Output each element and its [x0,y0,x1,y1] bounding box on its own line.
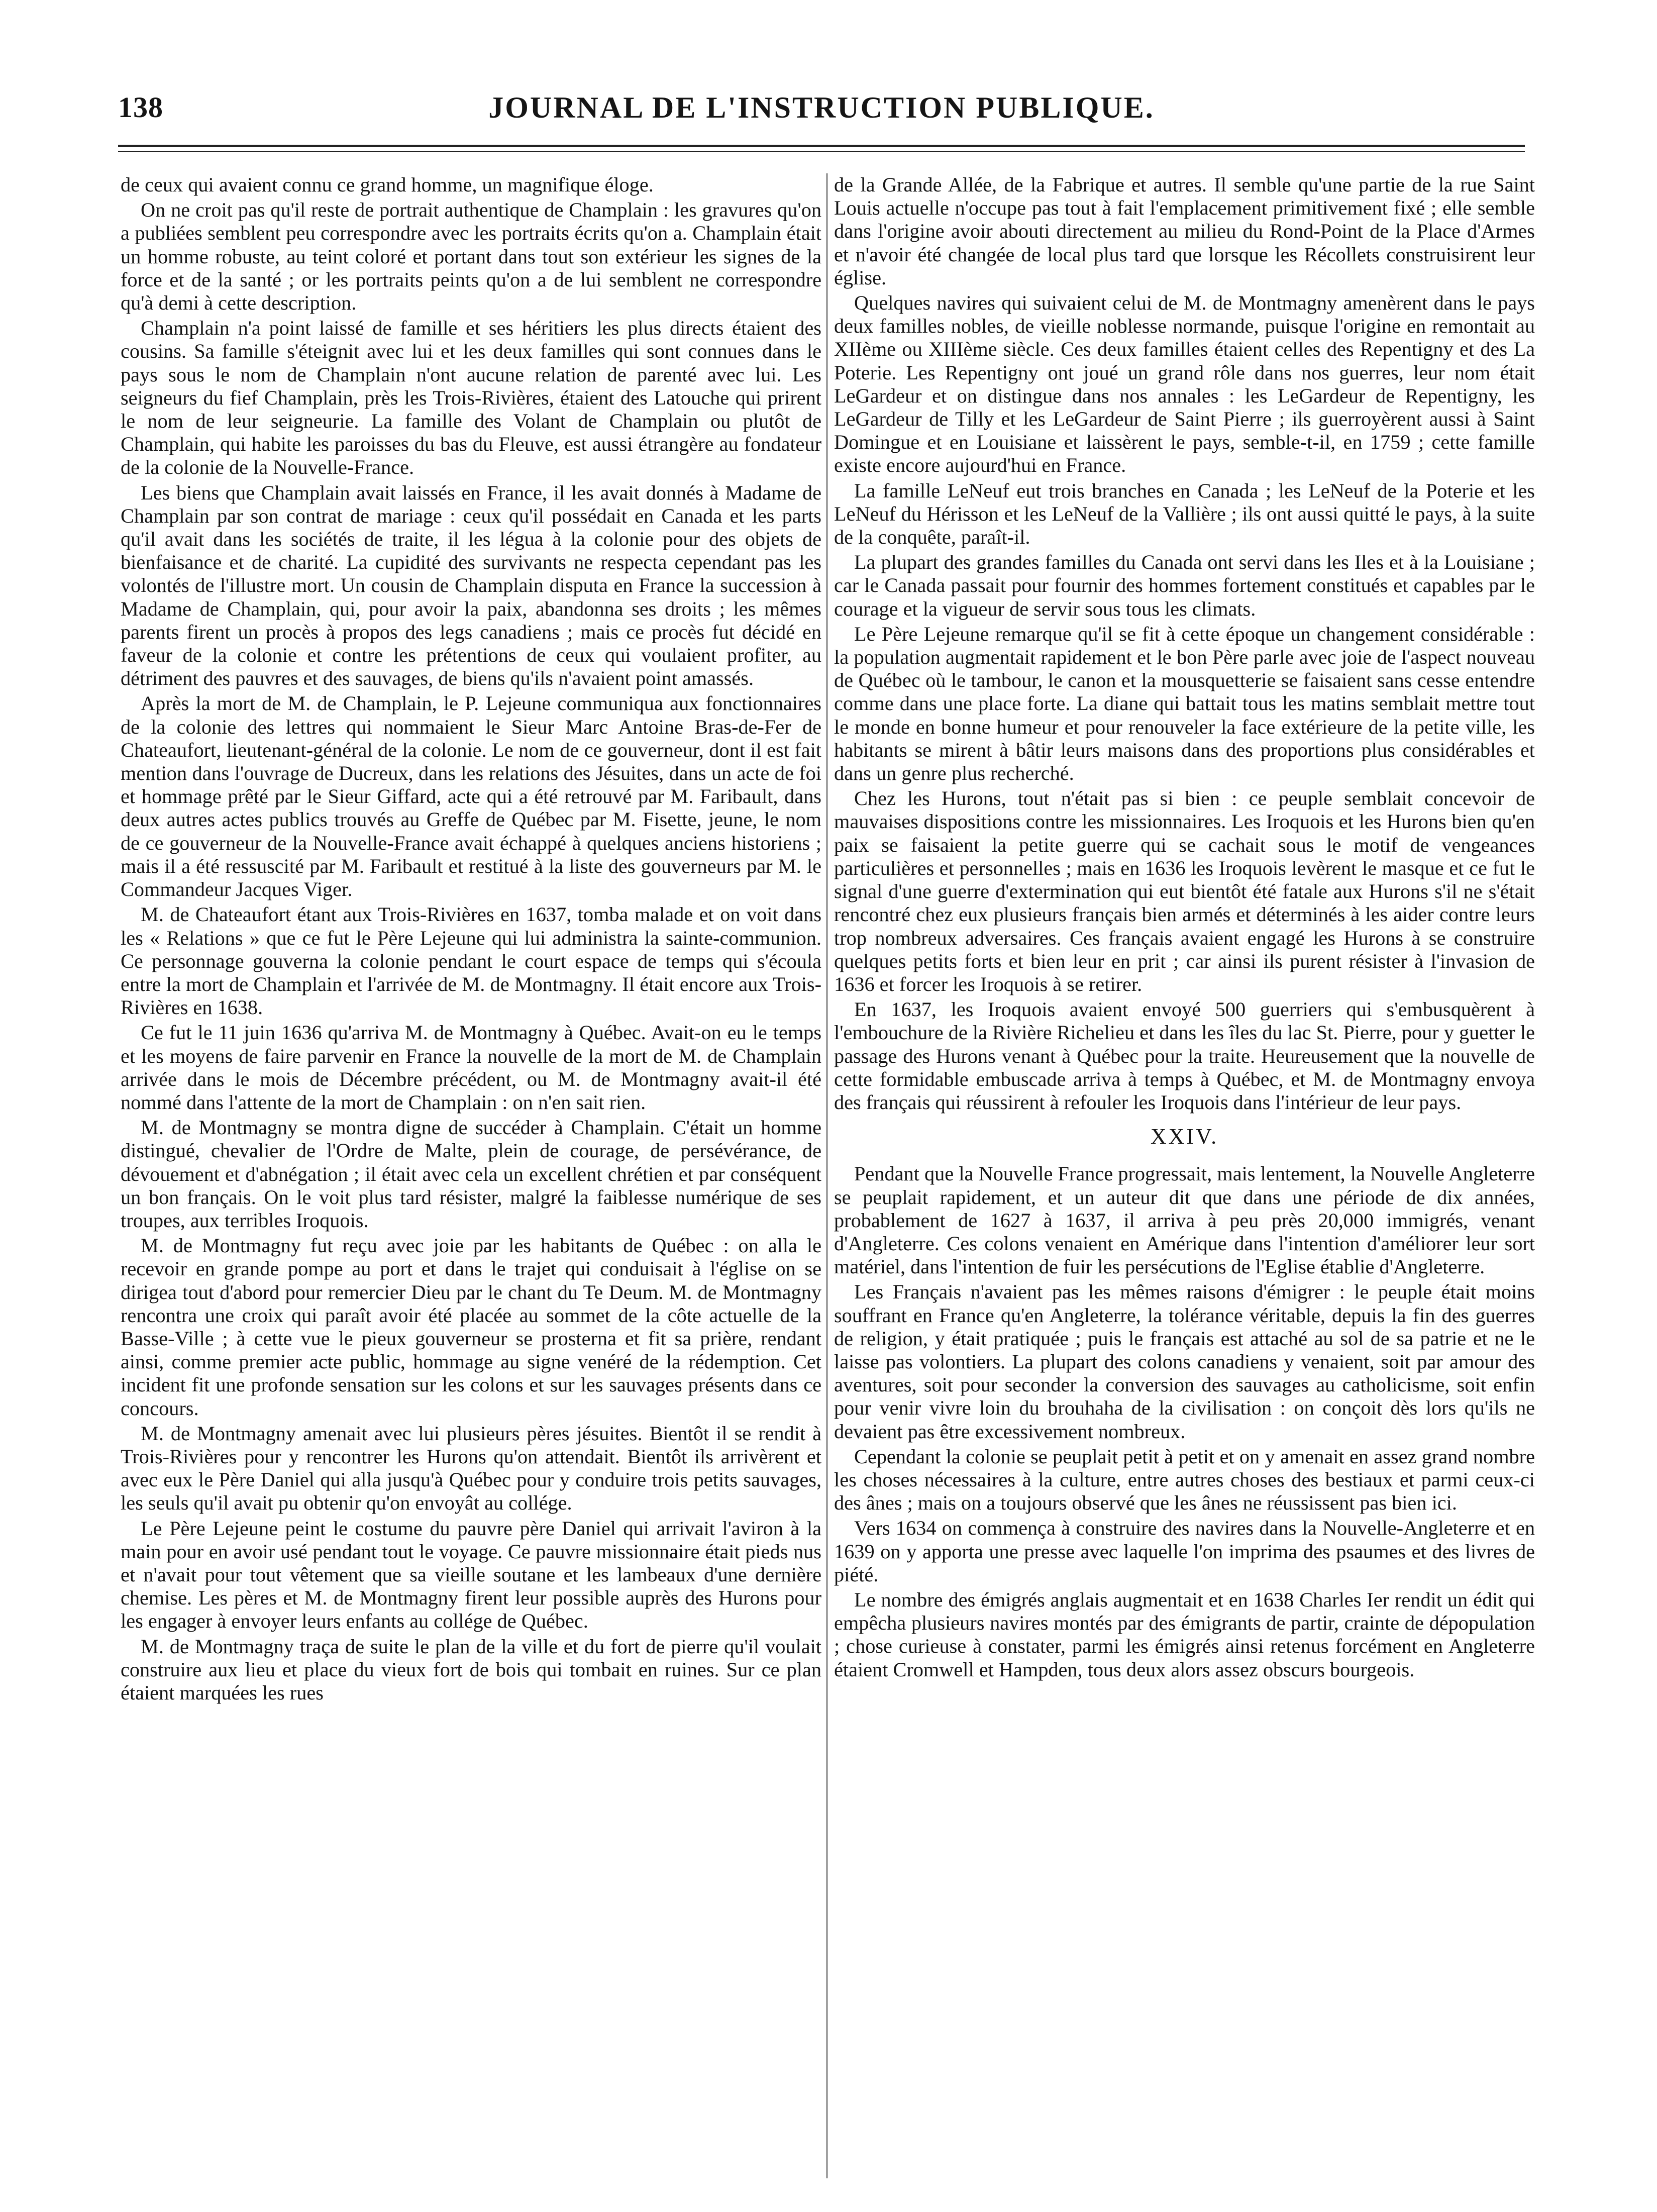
paragraph: Ce fut le 11 juin 1636 qu'arriva M. de Montmagny à Québec. Avait-on eu le temps et les moyens de faire parvenir en France la nouvelle de la mort de M. de Champlain arrivée dans le mois de Décembre précédent, ou M. de Montmagny avait-il été nommé dans l'attente de la mort de Champlain : on n'en sait rien. [121,1021,821,1114]
paragraph: Pendant que la Nouvelle France progressait, mais lentement, la Nouvelle Angleterre se peuplait rapidement, et un auteur dit que dans une période de dix années, probablement de 1627 à 1637, il arriva à peu près 20,000 immigrés, venant d'Angleterre. Ces colons venaient en Amérique dans l'intention d'améliorer leur sort matériel, dans l'intention de fuir les persécutions de l'Eglise établie d'Angleterre. [834,1162,1535,1278]
paragraph: En 1637, les Iroquois avaient envoyé 500 guerriers qui s'embusquèrent à l'embouchure de la Rivière Richelieu et dans les îles du lac St. Pierre, pour y guetter le passage des Hurons venant à Québec pour la traite. Heureusement que la nouvelle de cette formidable embuscade arriva à temps à Québec, et M. de Montmagny envoya des français qui réussirent à refouler les Iroquois dans l'intérieur de leur pays. [834,998,1535,1114]
paragraph: Le nombre des émigrés anglais augmentait et en 1638 Charles Ier rendit un édit qui empêcha plusieurs navires montés par des émigrants de partir, crainte de dépopulation ; chose curieuse à constater, parmi les émigrés ainsi retenus forcément en Angleterre étaient Cromwell et Hampden, tous deux alors assez obscurs bourgeois. [834,1588,1535,1681]
paragraph: On ne croit pas qu'il reste de portrait authentique de Champlain : les gravures qu'on a publiées semblent peu correspondre avec les portraits écrits qu'on a. Champlain était un homme robuste, au teint coloré et portant dans tout son extérieur les signes de la force et de la santé ; or les portraits peints qu'on a de lui semblent ne correspondre qu'à demi à cette description. [121,198,821,315]
paragraph: Chez les Hurons, tout n'était pas si bien : ce peuple semblait concevoir de mauvaises dispositions contre les missionnaires. Les Iroquois et les Hurons bien qu'en paix se faisaient la petite guerre qui se cachait sous le motif de vengeances particulières et personnelles ; mais en 1636 les Iroquois levèrent le masque et ce fut le signal d'une guerre d'extermination qui eut bientôt été fatale aux Hurons s'il ne s'était rencontré chez eux plusieurs français bien armés et déterminés à les aider contre leurs trop nombreux adversaires. Ces français avaient engagé les Hurons à se construire quelques petits forts et bien leur en prit ; car ainsi ils purent résister à l'invasion de 1636 et forcer les Iroquois à se retirer. [834,787,1535,995]
paragraph: Le Père Lejeune remarque qu'il se fit à cette époque un changement considérable : la population augmentait rapidement et le bon Père parle avec joie de l'aspect nouveau de Québec où le tambour, le canon et la mousquetterie se faisaient sans cesse entendre comme dans une place forte. La diane qui battait tous les matins semblait mettre tout le monde en bonne humeur et pour renouveler la face extérieure de la petite ville, les habitants se mirent à bâtir leurs maisons dans des proportions plus considérables et dans un genre plus recherché. [834,622,1535,785]
paragraph: Les biens que Champlain avait laissés en France, il les avait donnés à Madame de Champlain par son contrat de mariage : ceux qu'il possédait en Canada et les parts qu'il avait dans les sociétés de traite, il les légua à la colonie pour des objets de bienfaisance et de charité. La cupidité des survivants ne respecta cependant pas les volontés de l'illustre mort. Un cousin de Champlain disputa en France la succession à Madame de Champlain, qui, pour avoir la paix, abandonna ses droits ; les mêmes parents firent un procès à propos des legs canadiens ; mais ce procès fut décidé en faveur de la colonie et contre les prétentions de ceux qui voulaient profiter, au détriment des pauvres et des sauvages, de biens qu'ils n'avaient point amassés. [121,481,821,690]
paragraph: de la Grande Allée, de la Fabrique et autres. Il semble qu'une partie de la rue Saint Louis actuelle n'occupe pas tout à fait l'emplacement primitivement fixé ; elle semble dans l'origine avoir abouti directement au milieu du Rond-Point de la Place d'Armes et n'avoir été changée de local plus tard que lorsque les Récollets construisirent leur église. [834,173,1535,289]
paragraph: La plupart des grandes familles du Canada ont servi dans les Iles et à la Louisiane ; car le Canada passait pour fournir des hommes fortement constitués et capables par le courage et la vigueur de servir sous tous les climats. [834,551,1535,620]
paragraph: Champlain n'a point laissé de famille et ses héritiers les plus directs étaient des cousins. Sa famille s'éteignit avec lui et les deux familles qui sont connues dans le pays sous le nom de Champlain n'ont aucune relation de parenté avec lui. Les seigneurs du fief Champlain, près les Trois-Rivières, étaient des Latouche qui prirent le nom de leur seigneurie. La famille des Volant de Champlain ou plutôt de Champlain, qui habite les paroisses du bas du Fleuve, est aussi étrangère au fondateur de la colonie de la Nouvelle-France. [121,317,821,479]
paragraph: M. de Montmagny se montra digne de succéder à Champlain. C'était un homme distingué, chevalier de l'Ordre de Malte, plein de courage, de persévérance, de dévouement et d'abnégation ; il était avec cela un excellent chrétien et par conséquent un bon français. On le voit plus tard résister, malgré la faiblesse numérique de ses troupes, aux terribles Iroquois. [121,1116,821,1232]
section-heading: XXIV. [1150,1124,1219,1149]
column-divider [826,173,827,2178]
page-number: 138 [118,91,163,124]
header-rule-thick [118,145,1525,147]
paragraph: La famille LeNeuf eut trois branches en Canada ; les LeNeuf de la Poterie et les LeNeuf du Hérisson et les LeNeuf de la Vallière ; ils ont aussi quitté le pays, à la suite de la conquête, paraît-il. [834,479,1535,549]
paragraph: Vers 1634 on commença à construire des navires dans la Nouvelle-Angleterre et en 1639 on y apporta une presse avec laquelle l'on imprima des psaumes et des livres de piété. [834,1517,1535,1586]
paragraph: de ceux qui avaient connu ce grand homme, un magnifique éloge. [121,173,654,196]
paragraph: Après la mort de M. de Champlain, le P. Lejeune communiqua aux fonctionnaires de la colonie des lettres qui nommaient le Sieur Marc Antoine Bras-de-Fer de Chateaufort, lieutenant-général de la colonie. Le nom de ce gouverneur, dont il est fait mention dans l'ouvrage de Ducreux, dans les relations des Jésuites, dans un acte de foi et hommage prêté par le Sieur Giffard, acte qui a été retrouvé par M. Faribault, dans deux autres actes publics trouvés au Greffe de Québec par M. Fisette, jeune, le nom de ce gouverneur de la Nouvelle-France avait échappé à quelques anciens historiens ; mais il a été ressuscité par M. Faribault et restitué à la liste des gouverneurs par M. le Commandeur Jacques Viger. [121,692,821,901]
paragraph: Quelques navires qui suivaient celui de M. de Montmagny amenèrent dans le pays deux familles nobles, de vieille noblesse normande, puisque l'origine en remontait au XIIème ou XIIIème siècle. Ces deux familles étaient celles des Repentigny et des La Poterie. Les Repentigny ont joué un grand rôle dans nos guerres, leur nom était LeGardeur et on distingue dans nos annales : les LeGardeur de Repentigny, les LeGardeur de Tilly et les LeGardeur de Saint Pierre ; ils guerroyèrent aussi à Saint Domingue et en Louisiane et laissèrent le pays, semble-t-il, en 1759 ; cette famille existe encore aujourd'hui en France. [834,291,1535,477]
paragraph: M. de Montmagny traça de suite le plan de la ville et du fort de pierre qu'il voulait construire aux lieu et place du vieux fort de bois qui tombait en ruines. Sur ce plan étaient marquées les rues [121,1635,821,1704]
left-column [121,173,821,2173]
paragraph: M. de Chateaufort étant aux Trois-Rivières en 1637, tomba malade et on voit dans les « Relations » que ce fut le Père Lejeune qui lui administra la sainte-communion. Ce personnage gouverna la colonie pendant le court espace de temps qui s'écoula entre la mort de Champlain et l'arrivée de M. de Montmagny. Il était encore aux Trois-Rivières en 1638. [121,903,821,1019]
paragraph: M. de Montmagny amenait avec lui plusieurs pères jésuites. Bientôt il se rendit à Trois-Rivières pour y rencontrer les Hurons qu'on attendait. Bientôt ils arrivèrent et avec eux le Père Daniel qui alla jusqu'à Québec pour y conduire trois petits sauvages, les seuls qu'il avait pu obtenir qu'on envoyât au collége. [121,1422,821,1515]
running-title: JOURNAL DE L'INSTRUCTION PUBLIQUE. [488,91,1155,124]
header-rule-thin [118,151,1525,152]
right-column [834,173,1535,2173]
paragraph: Cependant la colonie se peuplait petit à petit et on y amenait en assez grand nombre les choses nécessaires à la culture, entre autres choses des bestiaux et parmi ceux-ci des ânes ; mais on a toujours observé que les ânes ne réussissent pas bien ici. [834,1445,1535,1515]
page-header [118,90,1525,136]
paragraph: Le Père Lejeune peint le costume du pauvre père Daniel qui arrivait l'aviron à la main pour en avoir usé pendant tout le voyage. Ce pauvre missionnaire était pieds nus et n'avait pour tout vêtement que sa vieille soutane et les lambeaux d'une dernière chemise. Les pères et M. de Montmagny firent leur possible auprès des Hurons pour les engager à envoyer leurs enfants au collége de Québec. [121,1517,821,1633]
paragraph: Les Français n'avaient pas les mêmes raisons d'émigrer : le peuple était moins souffrant en France qu'en Angleterre, la tolérance véritable, depuis la fin des guerres de religion, y était pratiquée ; puis le français est attaché au sol de sa patrie et ne le laisse pas volontiers. La plupart des colons canadiens y venaient, soit par amour des aventures, soit pour seconder la conversion des sauvages au catholicisme, soit enfin pour venir vivre loin du brouhaha de la civilisation : on conçoit dès lors qu'ils ne devaient pas être excessivement nombreux. [834,1280,1535,1443]
paragraph: M. de Montmagny fut reçu avec joie par les habitants de Québec : on alla le recevoir en grande pompe au port et dans le trajet qui conduisait à l'église on se dirigea tout d'abord pour remercier Dieu par le chant du Te Deum. M. de Montmagny rencontra une croix qui paraît avoir été placée au sommet de la côte actuelle de la Basse-Ville ; à cette vue le pieux gouverneur se prosterna et fit sa prière, rendant ainsi, comme premier acte public, hommage au signe venéré de la rédemption. Cet incident fit une profonde sensation sur les colons et sur les sauvages présents dans ce concours. [121,1234,821,1420]
